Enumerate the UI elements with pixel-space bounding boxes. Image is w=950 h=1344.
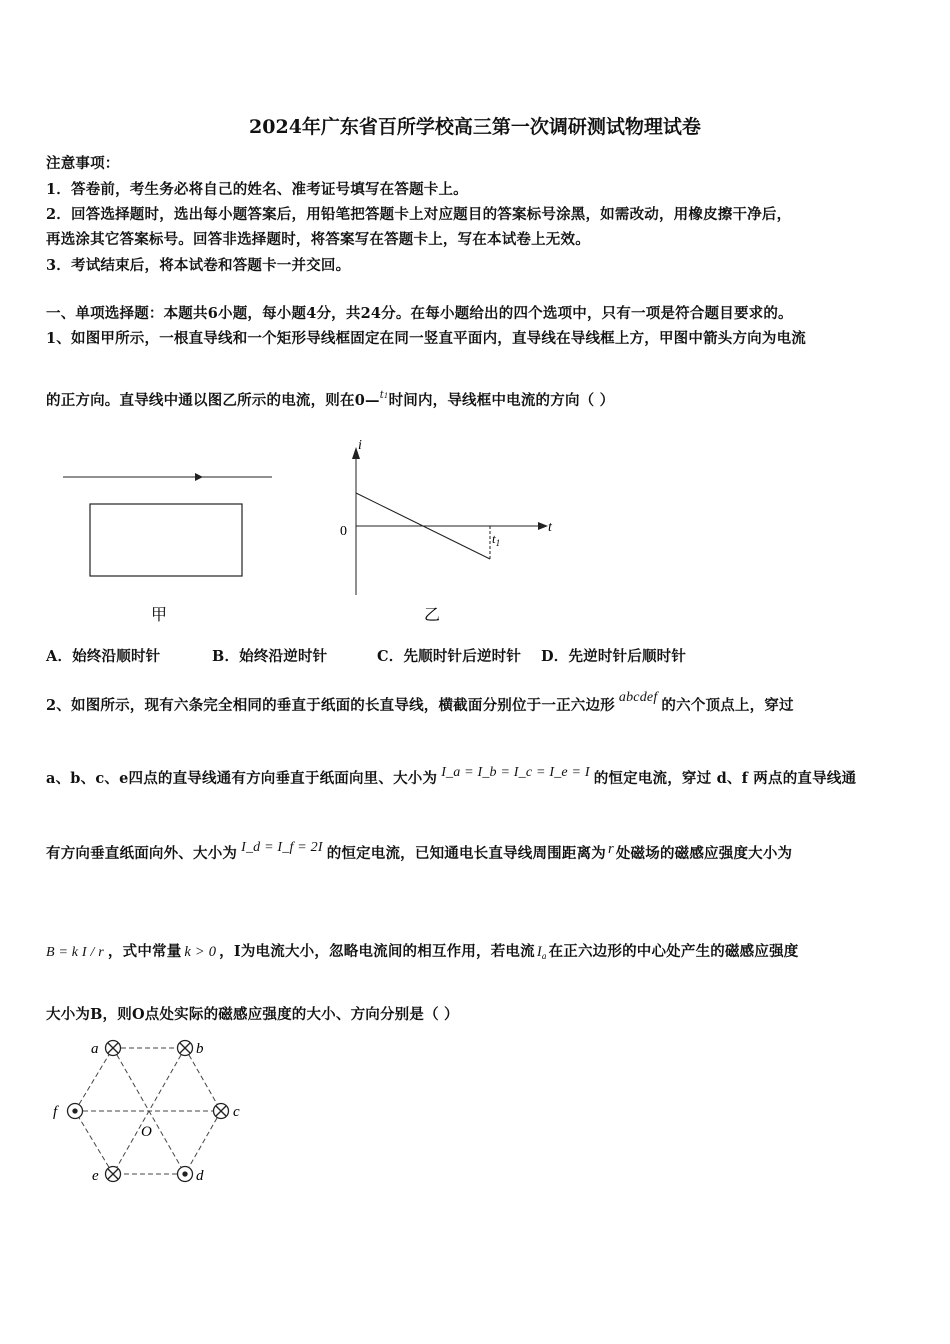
q2-line1-b: 的六个顶点上，穿过 <box>661 697 794 714</box>
q2-line3-b: 的恒定电流，已知通电长直导线周围距离为 <box>326 845 606 862</box>
q2-line4 <box>46 940 798 961</box>
q1-t1-symbol <box>380 390 389 401</box>
q2-Ia-sub: a <box>541 951 547 961</box>
hexagon-edges <box>75 1048 221 1174</box>
notice-item-1: 1．答卷前，考生务必将自己的姓名、准考证号填写在答题卡上。 <box>46 181 468 198</box>
wire-f-out-icon <box>68 1104 83 1119</box>
label-a: a <box>91 1041 99 1057</box>
figure-jia-caption: 甲 <box>150 607 168 624</box>
q2-line4-formula: B = k I / r <box>46 945 104 960</box>
figure-jia <box>55 462 280 627</box>
origin-label: 0 <box>340 524 347 539</box>
wire-c-into-icon <box>214 1104 229 1119</box>
wire-a-into-icon <box>106 1041 121 1056</box>
q1-option-b: B．始终沿逆时针 <box>212 648 328 665</box>
notice-heading: 注意事项： <box>46 155 120 172</box>
q2-line4-c: 在正六边形的中心处产生的磁感应强度 <box>548 943 799 960</box>
wire-d-out-icon <box>178 1167 193 1182</box>
q1-t1-letter: t <box>379 390 384 401</box>
label-e: e <box>92 1168 99 1184</box>
i-axis-label: i <box>358 438 362 453</box>
q2-line3-formula: I_d = I_f = 2I <box>241 840 323 855</box>
t1-label-sub: 1 <box>495 538 501 548</box>
label-d: d <box>196 1168 204 1184</box>
figure-yi <box>330 435 565 630</box>
q1-option-d: D．先逆时针后顺时针 <box>541 648 687 665</box>
q2-hex-name: abcdef <box>618 690 658 705</box>
q2-line1-a: 2、如图所示，现有六条完全相同的垂直于纸面的长直导线，横截面分别位于一正六边形 <box>46 697 615 714</box>
label-b: b <box>196 1041 204 1057</box>
q2-line2 <box>46 765 856 788</box>
q1-line2-b: 时间内，导线框中电流的方向（ ） <box>388 392 615 409</box>
notice-item-2: 2．回答选择题时，选出每小题答案后，用铅笔把答题卡上对应题目的答案标号涂黑，如需改动，用橡皮擦干净后， <box>46 206 792 223</box>
q2-line1 <box>46 690 794 715</box>
q2-line2-b: 的恒定电流，穿过 d、f 两点的直导线通 <box>593 770 857 787</box>
q2-line5: 大小为B，则O点处实际的磁感应强度的大小、方向分别是（ ） <box>46 1006 459 1023</box>
t-axis-label: t <box>548 520 552 535</box>
label-O: O <box>141 1124 152 1140</box>
notice-item-3: 3．考试结束后，将本试卷和答题卡一并交回。 <box>46 257 351 274</box>
current-arrow-icon <box>195 473 203 481</box>
q2-line3-c: 处磁场的磁感应强度大小为 <box>615 845 793 862</box>
wire-e-into-icon <box>106 1167 121 1182</box>
rectangular-loop <box>90 504 242 576</box>
q1-line2 <box>46 389 614 410</box>
q2-line4-b: ，I为电流大小，忽略电流间的相互作用，若电流 <box>219 943 535 960</box>
t-axis-arrow-icon <box>538 522 548 530</box>
q2-line2-a: a、b、c、e四点的直导线通有方向垂直于纸面向里、大小为 <box>46 770 438 787</box>
section-heading: 一、单项选择题：本题共6小题，每小题4分，共24分。在每小题给出的四个选项中，只有一项是符合题目要求的。 <box>46 305 793 322</box>
hexagon-figure <box>45 1030 260 1190</box>
q1-line2-a: 的正方向。直导线中通以图乙所示的电流，则在0— <box>46 392 380 409</box>
q2-r-symbol: r <box>608 841 614 857</box>
q1-option-c: C．先顺时针后逆时针 <box>377 648 522 665</box>
q2-line3-a: 有方向垂直纸面向外、大小为 <box>46 845 238 862</box>
label-c: c <box>233 1104 240 1120</box>
t1-label-letter: t <box>492 531 496 546</box>
wire-b-into-icon <box>178 1041 193 1056</box>
q2-line4-a: ，式中常量 <box>107 943 182 960</box>
label-f: f <box>53 1104 58 1120</box>
q2-line2-formula: I_a = I_b = I_c = I_e = I <box>441 765 590 780</box>
notice-item-2-cont: 再选涂其它答案标号。回答非选择题时，将答案写在答题卡上，写在本试卷上无效。 <box>46 231 590 248</box>
q1-option-a: A．始终沿顺时针 <box>46 648 161 665</box>
page-title: 2024年广东省百所学校高三第一次调研测试物理试卷 <box>249 116 701 138</box>
figure-yi-caption: 乙 <box>423 607 441 624</box>
q1-t1-sub: 1 <box>383 392 389 400</box>
q2-Ia-symbol <box>535 944 549 960</box>
t1-label <box>492 531 500 548</box>
q2-line3 <box>46 840 792 863</box>
q2-k-condition: k > 0 <box>184 944 217 960</box>
q2-Ia-letter: I <box>536 944 542 960</box>
q1-line1: 1、如图甲所示，一根直导线和一个矩形导线框固定在同一竖直平面内，直导线在导线框上方，甲图中箭头方向为电流 <box>46 330 806 347</box>
